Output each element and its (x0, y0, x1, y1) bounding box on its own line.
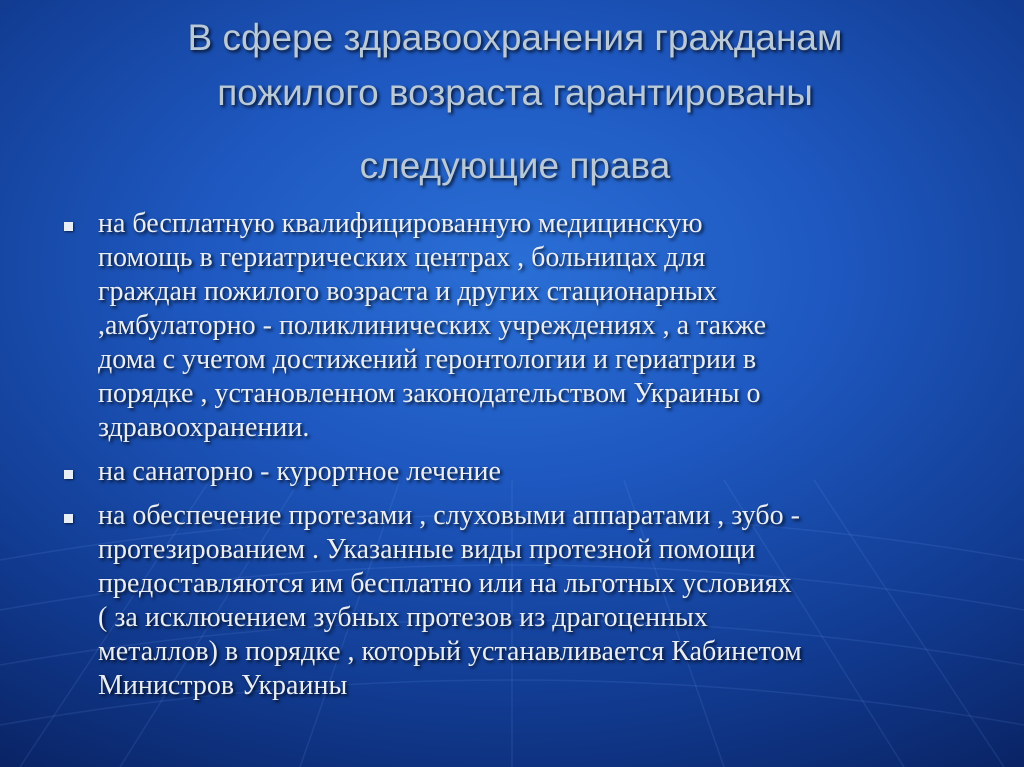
bullet-line: металлов) в порядке , который устанавливается Кабинетом (98, 636, 802, 667)
rights-bullet-list (60, 207, 980, 713)
bullet-line: предоставляются им бесплатно или на льготных условиях (98, 568, 792, 599)
bullet-text (98, 207, 980, 445)
title-line-3: следующие права (359, 145, 671, 186)
bullet-item-medical-care (60, 207, 980, 445)
title-line-1: В сфере здравоохранения гражданам (187, 17, 843, 58)
bullet-item-prosthetics (60, 499, 980, 703)
bullet-line: здравоохранении. (98, 412, 310, 443)
bullet-line: ( за исключением зубных протезов из драгоценных (98, 602, 708, 633)
square-bullet-icon (64, 222, 73, 231)
bullet-line: порядке , установленном законодательством Украины о (98, 378, 761, 409)
bullet-line: граждан пожилого возраста и других стационарных (98, 276, 718, 307)
bullet-line: ,амбулаторно - поликлинических учреждениях , а также (98, 310, 767, 341)
bullet-line: на обеспечение протезами , слуховыми аппаратами , зубо - (98, 500, 800, 531)
bullet-line: на санаторно - курортное лечение (98, 456, 501, 487)
bullet-line: протезированием . Указанные виды протезной помощи (98, 534, 756, 565)
bullet-text (98, 499, 980, 703)
bullet-line: Министров Украины (98, 670, 348, 701)
bullet-line: помощь в гериатрических центрах , больницах для (98, 242, 706, 273)
bullet-item-sanatorium (60, 455, 980, 489)
square-bullet-icon (64, 470, 73, 479)
square-bullet-icon (64, 514, 73, 523)
bullet-line: на бесплатную квалифицированную медицинскую (98, 208, 703, 239)
bullet-line: дома с учетом достижений геронтологии и гериатрии в (98, 344, 757, 375)
bullet-text (98, 455, 980, 489)
title-line-2: пожилого возраста гарантированы (217, 72, 813, 113)
slide-title (100, 10, 930, 193)
